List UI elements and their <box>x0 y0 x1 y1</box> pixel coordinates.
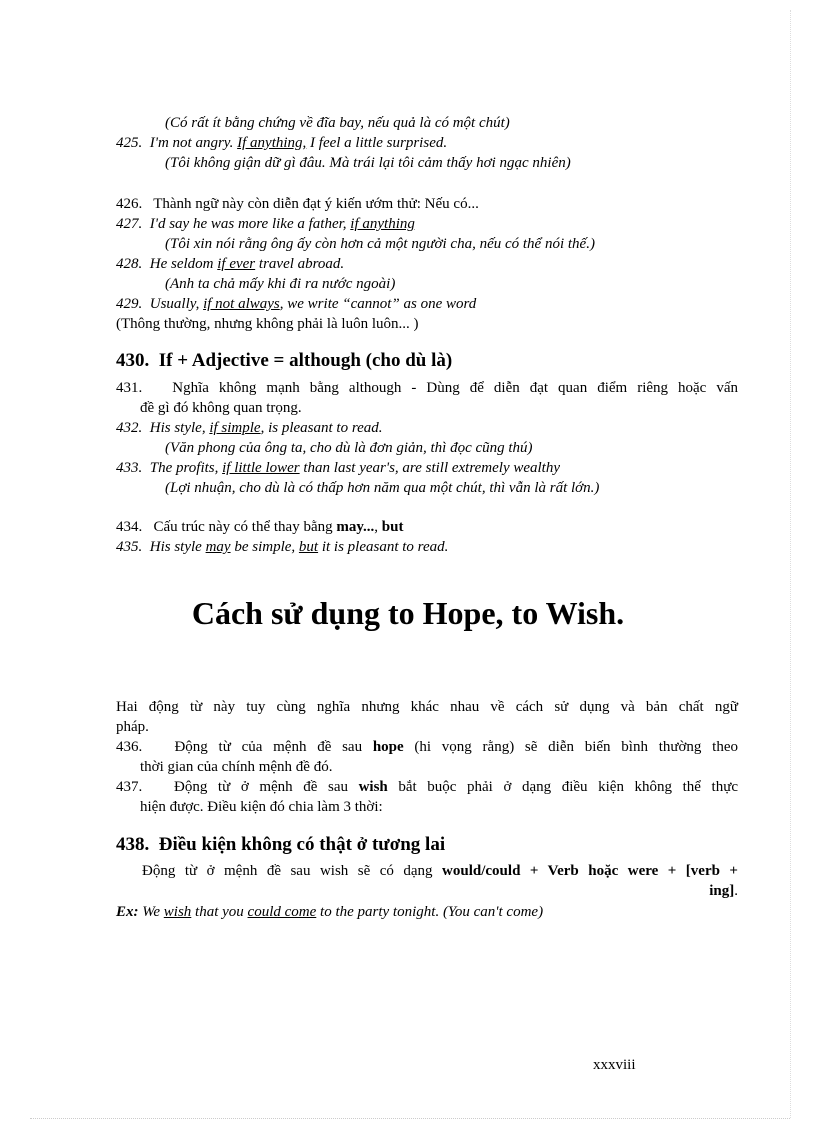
line-427: 427. I'd say he was more like a father, if anything <box>116 216 415 232</box>
page-right-border <box>790 10 791 1118</box>
page-bottom-border <box>30 1118 790 1119</box>
section-title: Cách sử dụng to Hope, to Wish. <box>191 595 625 631</box>
line-435: 435. His style may be simple, but it is pleasant to read. <box>116 539 449 555</box>
line-425: 425. I'm not angry. If anything, I feel a little surprised. <box>116 135 448 151</box>
heading-430: 430. If + Adjective = although (cho dù là) <box>116 350 453 371</box>
line-424-translation: (Có rất ít bằng chứng về đĩa bay, nếu quả là có một chút) <box>165 115 510 131</box>
line-429: 429. Usually, if not always, we write “cannot” as one word <box>116 296 477 312</box>
line-425-translation: (Tôi không giận dữ gì đâu. Mà trái lại tôi cảm thấy hơi ngạc nhiên) <box>165 155 571 171</box>
heading-438: 438. Điều kiện không có thật ở tương lai <box>116 834 446 855</box>
line-433-translation: (Lợi nhuận, cho dù là có thấp hơn năm qua một chút, thì vẫn là rất lớn.) <box>165 480 600 496</box>
example-line: Ex: We wish that you could come to the party tonight. (You can't come) <box>116 904 544 920</box>
line-431-cont: đề gì đó không quan trọng. <box>140 400 302 416</box>
intro-line-1: Hai động từ này tuy cùng nghĩa nhưng khác nhau về cách sử dụng và bản chất ngữ <box>116 699 738 715</box>
line-432-translation: (Văn phong của ông ta, cho dù là đơn giản, thì đọc cũng thú) <box>165 440 533 456</box>
line-438-body: Động từ ở mệnh đề sau wish sẽ có dạng would/could + Verb hoặc were + [verb + <box>142 863 738 879</box>
line-438-body-cont: ing]. <box>709 883 738 899</box>
line-437-cont: hiện được. Điều kiện đó chia làm 3 thời: <box>140 799 383 815</box>
line-436-cont: thời gian của chính mệnh đề đó. <box>140 759 333 775</box>
line-431: 431. Nghĩa không mạnh bằng although - Dùng để diễn đạt quan điểm riêng hoặc vấn <box>116 380 739 396</box>
line-432: 432. His style, if simple, is pleasant to read. <box>116 420 383 436</box>
line-426: 426. Thành ngữ này còn diễn đạt ý kiến ướm thử: Nếu có... <box>116 196 479 212</box>
line-437: 437. Động từ ở mệnh đề sau wish bắt buộc phải ở dạng điều kiện không thể thực <box>116 779 738 795</box>
line-428: 428. He seldom if ever travel abroad. <box>116 256 345 272</box>
page-number: xxxviii <box>593 1057 636 1073</box>
intro-line-2: pháp. <box>116 719 149 735</box>
line-429-translation: (Thông thường, nhưng không phải là luôn luôn... ) <box>116 316 419 332</box>
line-427-translation: (Tôi xin nói rằng ông ấy còn hơn cả một người cha, nếu có thể nói thế.) <box>165 236 595 252</box>
line-428-translation: (Anh ta chả mấy khi đi ra nước ngoài) <box>165 276 396 292</box>
line-433: 433. The profits, if little lower than last year's, are still extremely wealthy <box>116 460 561 476</box>
line-436: 436. Động từ của mệnh đề sau hope (hi vọng rằng) sẽ diễn biến bình thường theo <box>116 739 738 755</box>
line-434: 434. Cấu trúc này có thể thay bằng may..., but <box>116 519 404 535</box>
